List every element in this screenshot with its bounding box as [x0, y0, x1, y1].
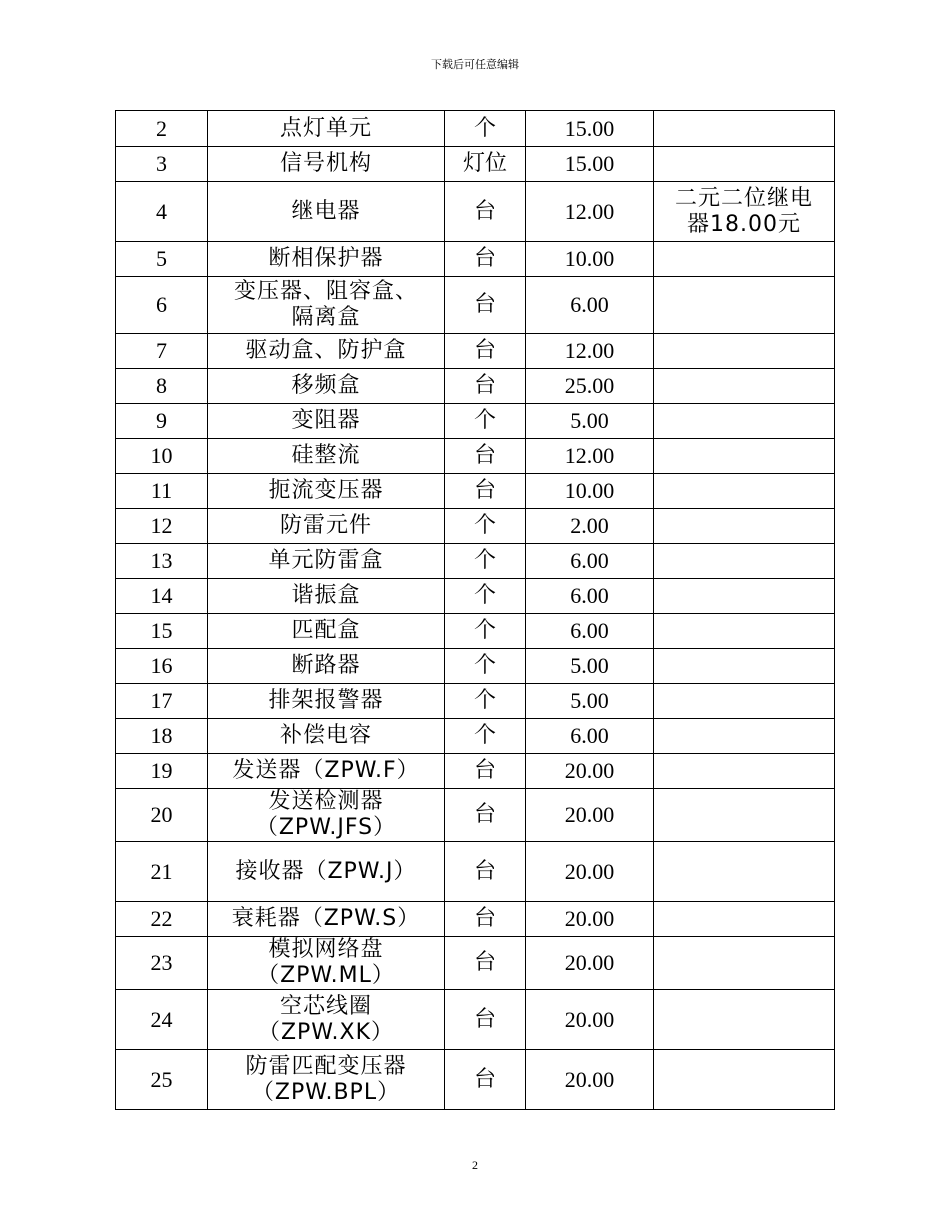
table-row: [116, 182, 835, 242]
item-name-line: 匹配盒: [291, 618, 361, 643]
table-row: [116, 277, 835, 334]
item-name-cell: [208, 902, 445, 937]
item-name-line: 防雷匹配变压器: [245, 1053, 407, 1079]
table-row: [116, 719, 835, 754]
row-number-cell: 14: [116, 579, 208, 614]
price-cell: 12.00: [526, 439, 654, 474]
row-number-cell: 19: [116, 754, 208, 789]
page-number: 2: [472, 1158, 478, 1172]
note-cell: [654, 369, 835, 404]
item-name-line: 单元防雷盒: [268, 548, 384, 573]
row-number-cell: 10: [116, 439, 208, 474]
note-cell: [654, 990, 835, 1050]
item-name-line: 断相保护器: [268, 246, 384, 271]
item-name-cell: [208, 182, 445, 242]
item-name-line: 硅整流: [291, 443, 361, 468]
note-cell: [654, 334, 835, 369]
table-row: [116, 1050, 835, 1110]
row-number-cell: 4: [116, 182, 208, 242]
item-name-line: 防雷元件: [279, 513, 372, 538]
item-name-cell: [208, 649, 445, 684]
unit-cell: 台: [445, 754, 526, 789]
note-cell: [654, 439, 835, 474]
item-name-line: （ZPW.XK）: [257, 1019, 395, 1045]
unit-cell: 台: [445, 1050, 526, 1110]
note-cell: [654, 902, 835, 937]
row-number-cell: 17: [116, 684, 208, 719]
unit-cell: 个: [445, 404, 526, 439]
price-cell: 6.00: [526, 579, 654, 614]
item-name-cell: [208, 1050, 445, 1110]
note-cell: [654, 242, 835, 277]
unit-cell: 台: [445, 789, 526, 842]
note-cell: [654, 1050, 835, 1110]
unit-cell: 个: [445, 111, 526, 147]
item-name-cell: [208, 789, 445, 842]
table-row: [116, 509, 835, 544]
unit-cell: 台: [445, 474, 526, 509]
table-row: [116, 334, 835, 369]
price-cell: 6.00: [526, 719, 654, 754]
note-cell: [654, 579, 835, 614]
note-cell: [654, 277, 835, 334]
item-name-cell: [208, 277, 445, 334]
table-row: [116, 937, 835, 990]
table-row: [116, 404, 835, 439]
row-number-cell: 3: [116, 147, 208, 182]
table-row: [116, 614, 835, 649]
unit-cell: 个: [445, 544, 526, 579]
item-name-line: 信号机构: [279, 151, 372, 176]
item-name-cell: [208, 990, 445, 1050]
item-name-cell: [208, 842, 445, 902]
unit-cell: 台: [445, 182, 526, 242]
unit-cell: 台: [445, 902, 526, 937]
unit-cell: 台: [445, 439, 526, 474]
item-name-cell: [208, 369, 445, 404]
item-name-line: 发送检测器: [268, 789, 384, 814]
item-name-line: 模拟网络盘: [268, 937, 384, 962]
item-name-line: 接收器（ZPW.J）: [235, 858, 417, 884]
note-cell: [654, 509, 835, 544]
row-number-cell: 21: [116, 842, 208, 902]
note-cell: [654, 474, 835, 509]
price-cell: 25.00: [526, 369, 654, 404]
unit-cell: 台: [445, 242, 526, 277]
row-number-cell: 20: [116, 789, 208, 842]
item-name-cell: [208, 334, 445, 369]
item-name-cell: [208, 544, 445, 579]
row-number-cell: 15: [116, 614, 208, 649]
table-row: [116, 111, 835, 147]
unit-cell: 个: [445, 509, 526, 544]
table-row: [116, 474, 835, 509]
note-line: 二元二位继电: [674, 185, 813, 211]
row-number-cell: 13: [116, 544, 208, 579]
item-name-line: 排架报警器: [268, 688, 384, 713]
row-number-cell: 5: [116, 242, 208, 277]
price-table: [115, 110, 835, 1110]
note-line: 器18.00元: [687, 211, 801, 237]
item-name-cell: [208, 614, 445, 649]
price-cell: 12.00: [526, 182, 654, 242]
table-row: [116, 842, 835, 902]
note-cell: [654, 614, 835, 649]
table-row: [116, 369, 835, 404]
price-cell: 6.00: [526, 614, 654, 649]
note-cell: [654, 789, 835, 842]
row-number-cell: 7: [116, 334, 208, 369]
table-body: [116, 111, 835, 1110]
table-row: [116, 684, 835, 719]
unit-cell: 台: [445, 990, 526, 1050]
note-cell: [654, 649, 835, 684]
item-name-cell: [208, 754, 445, 789]
note-cell: [654, 147, 835, 182]
table-row: [116, 990, 835, 1050]
row-number-cell: 2: [116, 111, 208, 147]
price-cell: 15.00: [526, 111, 654, 147]
item-name-cell: [208, 474, 445, 509]
price-cell: 20.00: [526, 937, 654, 990]
item-name-line: 发送器（ZPW.F）: [232, 758, 420, 783]
table-row: [116, 579, 835, 614]
table-row: [116, 242, 835, 277]
row-number-cell: 9: [116, 404, 208, 439]
item-name-line: 隔离盒: [291, 305, 361, 330]
page-header: 下载后可任意编辑: [431, 58, 519, 71]
row-number-cell: 25: [116, 1050, 208, 1110]
price-cell: 5.00: [526, 684, 654, 719]
row-number-cell: 11: [116, 474, 208, 509]
table-row: [116, 789, 835, 842]
item-name-line: （ZPW.ML）: [257, 963, 395, 988]
row-number-cell: 6: [116, 277, 208, 334]
price-cell: 6.00: [526, 277, 654, 334]
unit-cell: 台: [445, 937, 526, 990]
note-cell: [654, 719, 835, 754]
note-cell: [654, 684, 835, 719]
unit-cell: 个: [445, 684, 526, 719]
item-name-line: 补偿电容: [279, 723, 372, 748]
price-cell: 15.00: [526, 147, 654, 182]
table-row: [116, 649, 835, 684]
item-name-line: 扼流变压器: [268, 478, 384, 503]
item-name-line: 变压器、阻容盒、: [233, 279, 418, 304]
price-cell: 12.00: [526, 334, 654, 369]
note-cell: [654, 404, 835, 439]
unit-cell: 台: [445, 842, 526, 902]
note-cell: [654, 111, 835, 147]
item-name-cell: [208, 719, 445, 754]
price-cell: 10.00: [526, 474, 654, 509]
item-name-cell: [208, 242, 445, 277]
item-name-line: 移频盒: [291, 373, 361, 398]
row-number-cell: 22: [116, 902, 208, 937]
item-name-cell: [208, 147, 445, 182]
note-cell: [654, 842, 835, 902]
item-name-line: 点灯单元: [279, 115, 372, 141]
price-cell: 20.00: [526, 990, 654, 1050]
item-name-line: （ZPW.BPL）: [251, 1079, 401, 1105]
item-name-cell: [208, 579, 445, 614]
price-cell: 5.00: [526, 649, 654, 684]
note-cell: [654, 754, 835, 789]
item-name-cell: [208, 439, 445, 474]
unit-cell: 台: [445, 277, 526, 334]
row-number-cell: 18: [116, 719, 208, 754]
note-cell: [654, 182, 835, 242]
item-name-line: 谐振盒: [291, 583, 361, 608]
price-cell: 20.00: [526, 842, 654, 902]
unit-cell: 个: [445, 649, 526, 684]
price-cell: 2.00: [526, 509, 654, 544]
row-number-cell: 24: [116, 990, 208, 1050]
price-cell: 20.00: [526, 789, 654, 842]
unit-cell: 个: [445, 719, 526, 754]
item-name-cell: [208, 937, 445, 990]
item-name-cell: [208, 404, 445, 439]
unit-cell: 台: [445, 369, 526, 404]
row-number-cell: 12: [116, 509, 208, 544]
item-name-cell: [208, 509, 445, 544]
price-cell: 20.00: [526, 754, 654, 789]
row-number-cell: 16: [116, 649, 208, 684]
price-cell: 5.00: [526, 404, 654, 439]
item-name-cell: [208, 111, 445, 147]
item-name-line: 驱动盒、防护盒: [245, 338, 407, 363]
item-name-line: 衰耗器（ZPW.S）: [231, 906, 421, 931]
item-name-line: （ZPW.JFS）: [255, 815, 397, 840]
table-row: [116, 147, 835, 182]
item-name-cell: [208, 684, 445, 719]
table-row: [116, 902, 835, 937]
row-number-cell: 8: [116, 369, 208, 404]
price-cell: 20.00: [526, 902, 654, 937]
price-cell: 20.00: [526, 1050, 654, 1110]
item-name-line: 断路器: [291, 653, 361, 678]
item-name-line: 继电器: [291, 198, 361, 224]
table-row: [116, 544, 835, 579]
unit-cell: 灯位: [445, 147, 526, 182]
note-cell: [654, 937, 835, 990]
row-number-cell: 23: [116, 937, 208, 990]
item-name-line: 空芯线圈: [279, 993, 372, 1019]
unit-cell: 个: [445, 614, 526, 649]
unit-cell: 个: [445, 579, 526, 614]
unit-cell: 台: [445, 334, 526, 369]
price-cell: 6.00: [526, 544, 654, 579]
table-row: [116, 439, 835, 474]
table-row: [116, 754, 835, 789]
price-cell: 10.00: [526, 242, 654, 277]
item-name-line: 变阻器: [291, 408, 361, 433]
note-cell: [654, 544, 835, 579]
